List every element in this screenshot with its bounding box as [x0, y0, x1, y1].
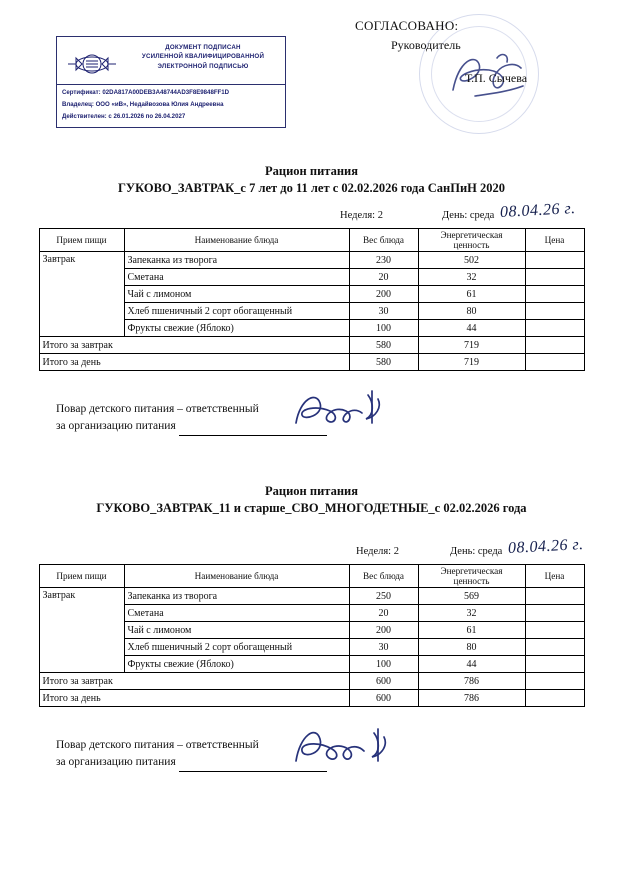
dish-name: Фрукты свежие (Яблоко) [124, 320, 349, 337]
total-energy: 786 [418, 673, 525, 690]
section-2-day: День: среда [450, 546, 503, 558]
section-2-title: Рацион питания [265, 484, 358, 498]
dish-weight: 200 [349, 622, 418, 639]
dish-name: Чай с лимоном [124, 622, 349, 639]
dish-price [525, 320, 584, 337]
approval-person: Т.П. Сычева [465, 71, 528, 85]
total-price [525, 690, 584, 707]
dish-price [525, 605, 584, 622]
dish-weight: 30 [349, 303, 418, 320]
total-weight: 580 [349, 354, 418, 371]
section-1-title: Рацион питания [265, 164, 358, 178]
stamp-owner: Владелец: ООО «иВ», Недайвозова Юлия Андреевна [62, 101, 224, 108]
dish-weight: 20 [349, 605, 418, 622]
section-1-day: День: среда [442, 210, 495, 222]
dish-weight: 230 [349, 252, 418, 269]
stamp-certificate: Сертификат: 02DA817A00DEB3A48744AD3F8E9848FF1D [62, 89, 230, 96]
dish-name: Хлеб пшеничный 2 сорт обогащенный [124, 639, 349, 656]
total-energy: 719 [418, 337, 525, 354]
signer-line-1: Повар детского питания – ответственный [56, 403, 259, 416]
dish-name: Фрукты свежие (Яблоко) [124, 656, 349, 673]
dish-name: Чай с лимоном [124, 286, 349, 303]
dish-energy: 61 [418, 286, 525, 303]
section-1-table [39, 228, 585, 371]
section-2-meta [0, 536, 623, 564]
dish-name: Хлеб пшеничный 2 сорт обогащенный [124, 303, 349, 320]
table-header-row [39, 565, 584, 588]
section-1-week: Неделя: 2 [340, 210, 383, 222]
table-total-row [39, 690, 584, 707]
dish-weight: 200 [349, 286, 418, 303]
col-energy: Энергетическая ценность [418, 565, 525, 588]
dish-energy: 44 [418, 320, 525, 337]
dish-name: Запеканка из творога [124, 588, 349, 605]
section-1-date-handwritten: 08.04.26 г. [499, 200, 576, 222]
col-weight: Вес блюда [349, 229, 418, 252]
dish-weight: 100 [349, 656, 418, 673]
signature-line [179, 759, 327, 772]
total-energy: 786 [418, 690, 525, 707]
section-1-signer [0, 401, 623, 436]
total-label: Итого за день [39, 354, 349, 371]
dish-price [525, 622, 584, 639]
col-dish: Наименование блюда [124, 565, 349, 588]
dish-name: Запеканка из творога [124, 252, 349, 269]
table-total-row [39, 337, 584, 354]
signature-line [179, 423, 327, 436]
section-2-signer [0, 737, 623, 772]
total-label: Итого за завтрак [39, 337, 349, 354]
section-2-subtitle: ГУКОВО_ЗАВТРАК_11 и старше_СВО_МНОГОДЕТНЫЕ_с 02.02.2026 года [96, 501, 527, 516]
signature-emblem-icon [63, 47, 121, 81]
dish-weight: 250 [349, 588, 418, 605]
approval-block [355, 18, 595, 86]
dish-price [525, 639, 584, 656]
electronic-signature-stamp [56, 36, 286, 128]
dish-energy: 569 [418, 588, 525, 605]
total-weight: 600 [349, 673, 418, 690]
signer-line-1: Повар детского питания – ответственный [56, 739, 259, 752]
stamp-title-line-3: ЭЛЕКТРОННОЙ ПОДПИСЬЮ [157, 62, 249, 70]
table-header-row [39, 229, 584, 252]
meal-name: Завтрак [39, 252, 124, 337]
ration-section-2 [0, 482, 623, 772]
section-1-meta [0, 200, 623, 228]
col-weight: Вес блюда [349, 565, 418, 588]
col-dish: Наименование блюда [124, 229, 349, 252]
section-2-table [39, 564, 585, 707]
stamp-validity: Действителен: с 26.01.2026 по 26.04.2027 [62, 113, 186, 120]
table-row [39, 588, 584, 605]
dish-price [525, 303, 584, 320]
total-label: Итого за день [39, 690, 349, 707]
section-2-week: Неделя: 2 [356, 546, 399, 558]
approval-role: Руководитель [391, 38, 461, 52]
dish-name: Сметана [124, 605, 349, 622]
dish-price [525, 656, 584, 673]
dish-energy: 80 [418, 639, 525, 656]
col-price: Цена [525, 229, 584, 252]
dish-energy: 80 [418, 303, 525, 320]
dish-price [525, 286, 584, 303]
total-price [525, 673, 584, 690]
dish-energy: 44 [418, 656, 525, 673]
dish-price [525, 588, 584, 605]
meal-name: Завтрак [39, 588, 124, 673]
total-energy: 719 [418, 354, 525, 371]
dish-energy: 502 [418, 252, 525, 269]
total-weight: 580 [349, 337, 418, 354]
dish-price [525, 252, 584, 269]
dish-weight: 30 [349, 639, 418, 656]
approval-word: СОГЛАСОВАНО: [355, 18, 459, 33]
section-1-subtitle: ГУКОВО_ЗАВТРАК_с 7 лет до 11 лет с 02.02.2026 года СанПиН 2020 [117, 181, 505, 196]
dish-weight: 100 [349, 320, 418, 337]
stamp-divider [57, 84, 285, 85]
col-meal: Прием пищи [39, 565, 124, 588]
stamp-title-line-1: ДОКУМЕНТ ПОДПИСАН [165, 44, 241, 51]
col-meal: Прием пищи [39, 229, 124, 252]
dish-name: Сметана [124, 269, 349, 286]
stamp-title [125, 43, 281, 71]
section-2-date-handwritten: 08.04.26 г. [507, 536, 584, 558]
table-total-row [39, 673, 584, 690]
dish-energy: 61 [418, 622, 525, 639]
signer-line-2: за организацию питания [56, 756, 176, 769]
stamp-title-line-2: УСИЛЕННОЙ КВАЛИФИЦИРОВАННОЙ [141, 53, 265, 61]
total-price [525, 337, 584, 354]
dish-weight: 20 [349, 269, 418, 286]
col-price: Цена [525, 565, 584, 588]
table-row [39, 252, 584, 269]
total-weight: 600 [349, 690, 418, 707]
signer-line-2: за организацию питания [56, 420, 176, 433]
total-price [525, 354, 584, 371]
dish-energy: 32 [418, 605, 525, 622]
ration-section-1 [0, 162, 623, 436]
col-energy: Энергетическая ценность [418, 229, 525, 252]
total-label: Итого за завтрак [39, 673, 349, 690]
table-total-row [39, 354, 584, 371]
dish-energy: 32 [418, 269, 525, 286]
dish-price [525, 269, 584, 286]
